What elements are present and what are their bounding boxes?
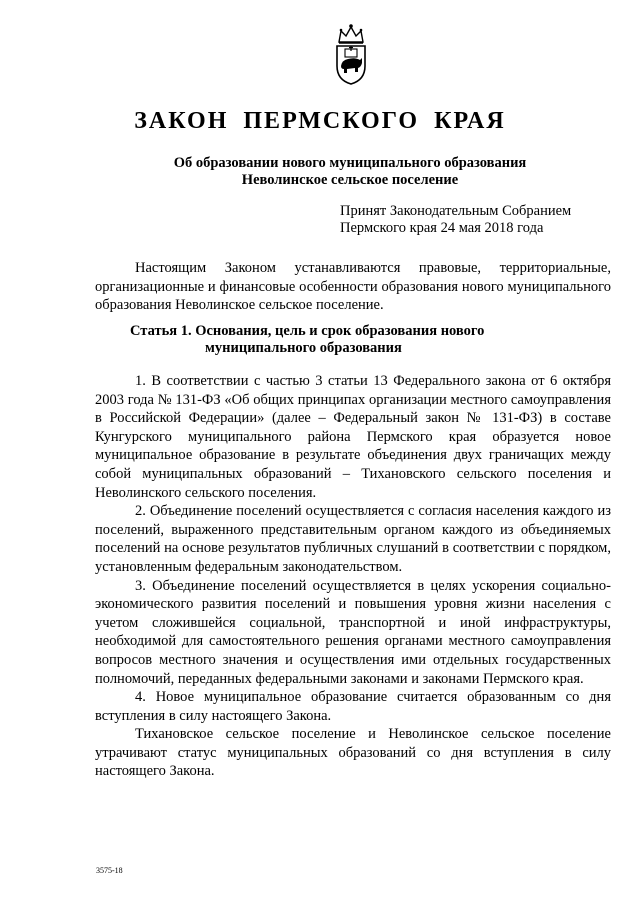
law-subtitle — [80, 155, 620, 189]
article-heading-line: муниципального образования — [205, 340, 402, 356]
article-paragraph: Тихановское сельское поселение и Неволинское сельское поселение утрачивают статус муниципальных образований со дня вступления в силу настоящего Закона. — [95, 726, 611, 780]
article-1-heading — [130, 323, 590, 357]
law-title: ЗАКОН ПЕРМСКОГО КРАЯ — [134, 108, 506, 134]
perm-krai-coat-of-arms-icon — [331, 22, 371, 86]
adoption-line: Принят Законодательным Собранием — [340, 203, 572, 219]
preamble-paragraph: Настоящим Законом устанавливаются правовые, территориальные, организационные и финансовые особенности образования нового муниципального образования Неволинское сельское поселение. — [95, 260, 611, 314]
preamble — [95, 259, 611, 315]
article-1-body — [95, 372, 611, 781]
article-paragraph: 3. Объединение поселений осуществляется в целях ускорения социально-экономического развития поселений и повышения уровня жизни населения с учетом сложившейся социальной, транспортной и иной инфраструктуры, необходимой для самостоятельного решения органами местного самоуправления вопросов местного значения и осуществления ими отдельных государственных полномочий, переданных федеральными законами и законами Пермского края. — [95, 577, 611, 687]
article-heading-line: Статья 1. Основания, цель и срок образования нового — [130, 323, 485, 339]
adoption-line: Пермского края 24 мая 2018 года — [340, 220, 544, 236]
article-paragraph: 2. Объединение поселений осуществляется с согласия населения каждого из поселений, выраженного представительным органом каждого из объединяемых поселений на основе результатов публичных слушаний в соответствии с порядком, установленным федеральным законодательством. — [95, 503, 611, 575]
document-number: 3575-18 — [96, 866, 123, 875]
article-paragraph: 1. В соответствии с частью 3 статьи 13 Федерального закона от 6 октября 2003 года № 131-ФЗ «Об общих принципах организации местного самоуправления в Российской Федерации» (далее – Федеральный закон № 131-ФЗ) в составе Кунгурского муниципального района Пермского края образуется новое муниципальное образование в результате объединения двух граничащих между собой муниципальных образований – Тихановского сельского поселения и Неволинского сельского поселения. — [95, 373, 611, 501]
article-paragraph: 4. Новое муниципальное образование считается образованным со дня вступления в силу настоящего Закона. — [95, 689, 611, 724]
subtitle-line: Неволинское сельское поселение — [241, 172, 459, 188]
subtitle-line: Об образовании нового муниципального образования — [173, 155, 527, 171]
adoption-note — [340, 203, 571, 237]
